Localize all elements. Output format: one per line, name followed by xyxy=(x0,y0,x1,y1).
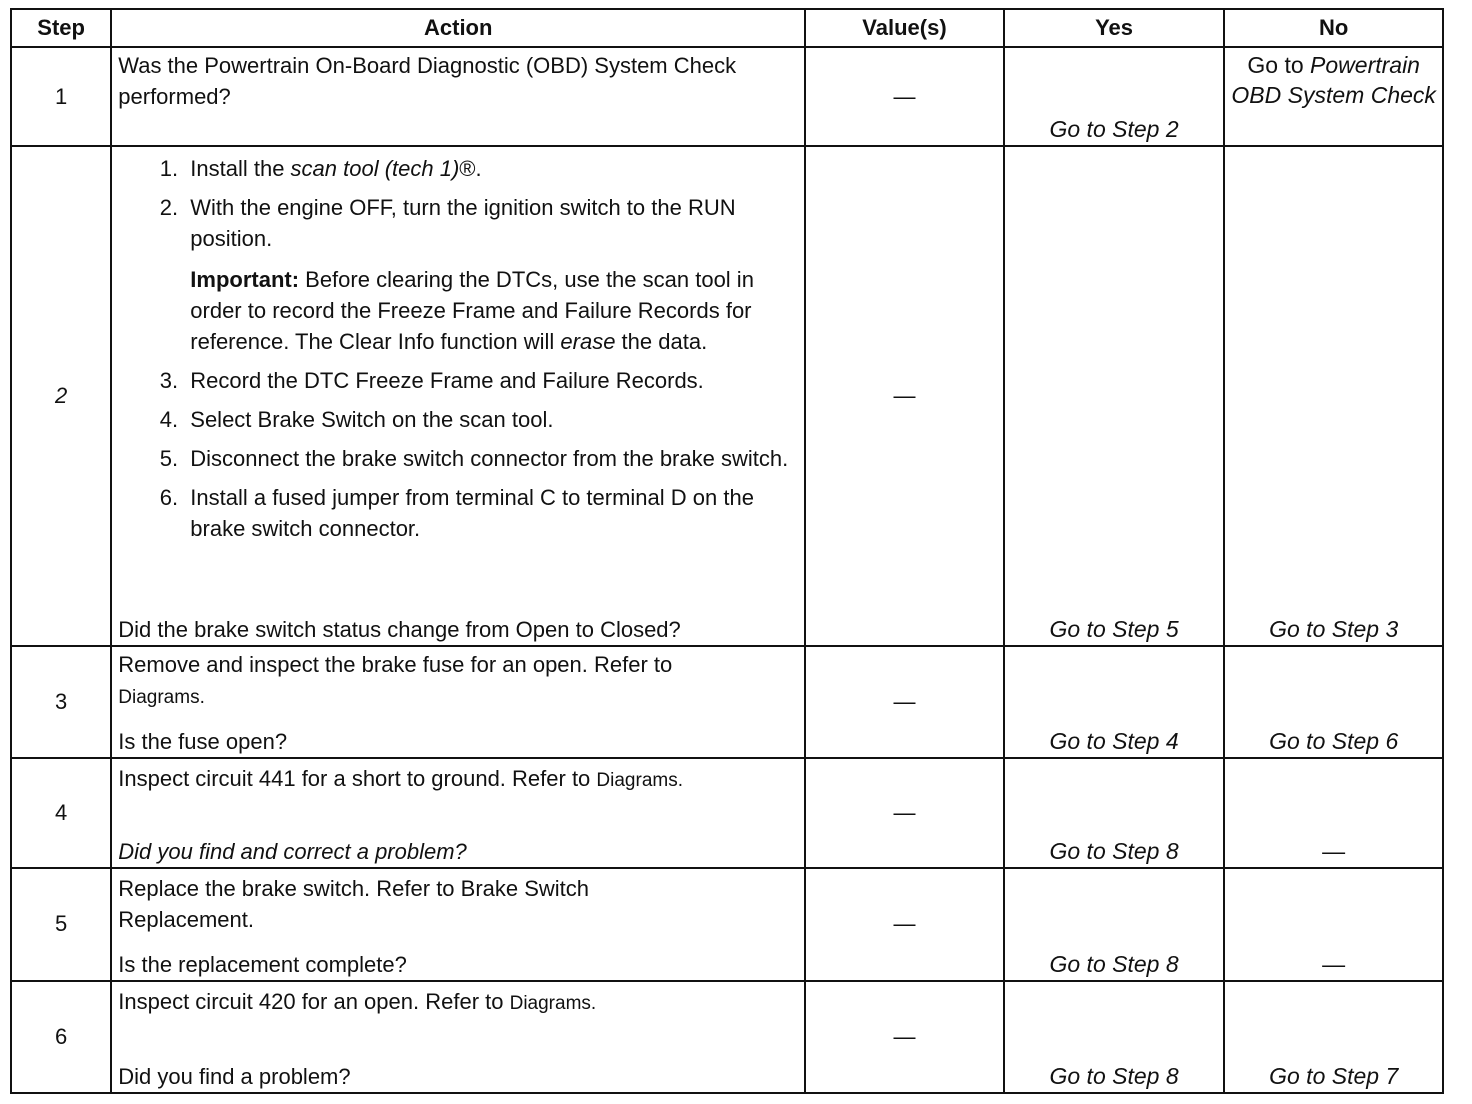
step-number: 2 xyxy=(11,146,111,645)
action-text: Inspect circuit 420 for an open. Refer to xyxy=(118,988,504,1014)
question-text: Is the fuse open? xyxy=(118,729,288,755)
question-text: Did you find a problem? xyxy=(118,1064,351,1089)
action-cell xyxy=(111,146,805,645)
step-number: 4 xyxy=(11,758,111,868)
action-cell xyxy=(111,47,805,146)
action-text: Inspect circuit 441 for a short to ground. Refer to xyxy=(118,766,591,792)
no-link-text: Powertrain OBD System Check xyxy=(1231,52,1436,109)
yes-link[interactable]: Go to Step 4 xyxy=(1004,646,1225,758)
table-row xyxy=(11,758,1443,868)
action-cell xyxy=(111,758,805,868)
no-value: — xyxy=(1224,868,1443,980)
value-cell: — xyxy=(805,47,1004,146)
action-cell xyxy=(111,868,805,980)
step-number: 1 xyxy=(11,47,111,146)
question-text: Did the brake switch status change from Open to Closed? xyxy=(118,616,681,642)
header-action: Action xyxy=(111,9,805,47)
diagrams-link[interactable]: Diagrams. xyxy=(509,992,597,1014)
yes-link[interactable]: Go to Step 8 xyxy=(1004,758,1225,868)
diagrams-link[interactable]: Diagrams. xyxy=(118,686,205,708)
list-item: 4. Select Brake Switch on the scan tool. xyxy=(184,404,798,435)
action-text: Replace the brake switch. Refer to Brake Switch Replacement. xyxy=(118,876,590,933)
no-link[interactable] xyxy=(1224,47,1443,146)
list-item: 6. Install a fused jumper from terminal C to terminal D on the brake switch connector. xyxy=(184,482,798,544)
step-number: 3 xyxy=(11,646,111,758)
step-number: 5 xyxy=(11,868,111,980)
table-row xyxy=(11,146,1443,645)
no-link[interactable]: Go to Step 3 xyxy=(1224,146,1443,645)
table-row xyxy=(11,47,1443,146)
header-yes: Yes xyxy=(1004,9,1225,47)
list-item: 2. With the engine OFF, turn the ignition switch to the RUN position. Important: Before clearing the DTCs, use the scan tool in order to record the Freeze Frame and Failure Records for reference. The Clear Info function will erase the data. xyxy=(184,192,798,357)
value-cell: — xyxy=(805,146,1004,645)
list-item: 5. Disconnect the brake switch connector from the brake switch. xyxy=(184,443,798,474)
action-cell xyxy=(111,981,805,1093)
value-cell: — xyxy=(805,981,1004,1093)
header-values: Value(s) xyxy=(805,9,1004,47)
table-header-row xyxy=(11,9,1443,47)
yes-link[interactable]: Go to Step 8 xyxy=(1004,868,1225,980)
header-step: Step xyxy=(11,9,111,47)
no-value: — xyxy=(1224,758,1443,868)
question-text: Is the replacement complete? xyxy=(118,951,407,977)
action-cell xyxy=(111,646,805,758)
yes-link[interactable]: Go to Step 8 xyxy=(1004,981,1225,1093)
question-text: Did you find and correct a problem? xyxy=(118,839,467,865)
important-note: Important: Before clearing the DTCs, use the scan tool in order to record the Freeze Frame and Failure Records for reference. The Clear Info function will erase the data. xyxy=(190,267,754,355)
action-text: Remove and inspect the brake fuse for an open. Refer to xyxy=(118,651,673,677)
list-item: 3. Record the DTC Freeze Frame and Failure Records. xyxy=(184,365,798,396)
table-row xyxy=(11,868,1443,980)
no-link[interactable]: Go to Step 6 xyxy=(1224,646,1443,758)
value-cell: — xyxy=(805,646,1004,758)
table-row xyxy=(11,646,1443,758)
yes-link[interactable]: Go to Step 5 xyxy=(1004,146,1225,645)
header-no: No xyxy=(1224,9,1443,47)
yes-link[interactable]: Go to Step 2 xyxy=(1004,47,1225,146)
no-link[interactable]: Go to Step 7 xyxy=(1224,981,1443,1093)
diagnostic-table xyxy=(10,8,1444,1094)
step-number: 6 xyxy=(11,981,111,1093)
table-row xyxy=(11,981,1443,1093)
no-prefix: Go to xyxy=(1247,52,1304,79)
diagrams-link[interactable]: Diagrams. xyxy=(596,770,683,792)
action-text: Was the Powertrain On-Board Diagnostic (OBD) System Check performed? xyxy=(118,53,737,110)
list-item: 1. Install the scan tool (tech 1)®. xyxy=(184,153,798,184)
value-cell: — xyxy=(805,868,1004,980)
value-cell: — xyxy=(805,758,1004,868)
